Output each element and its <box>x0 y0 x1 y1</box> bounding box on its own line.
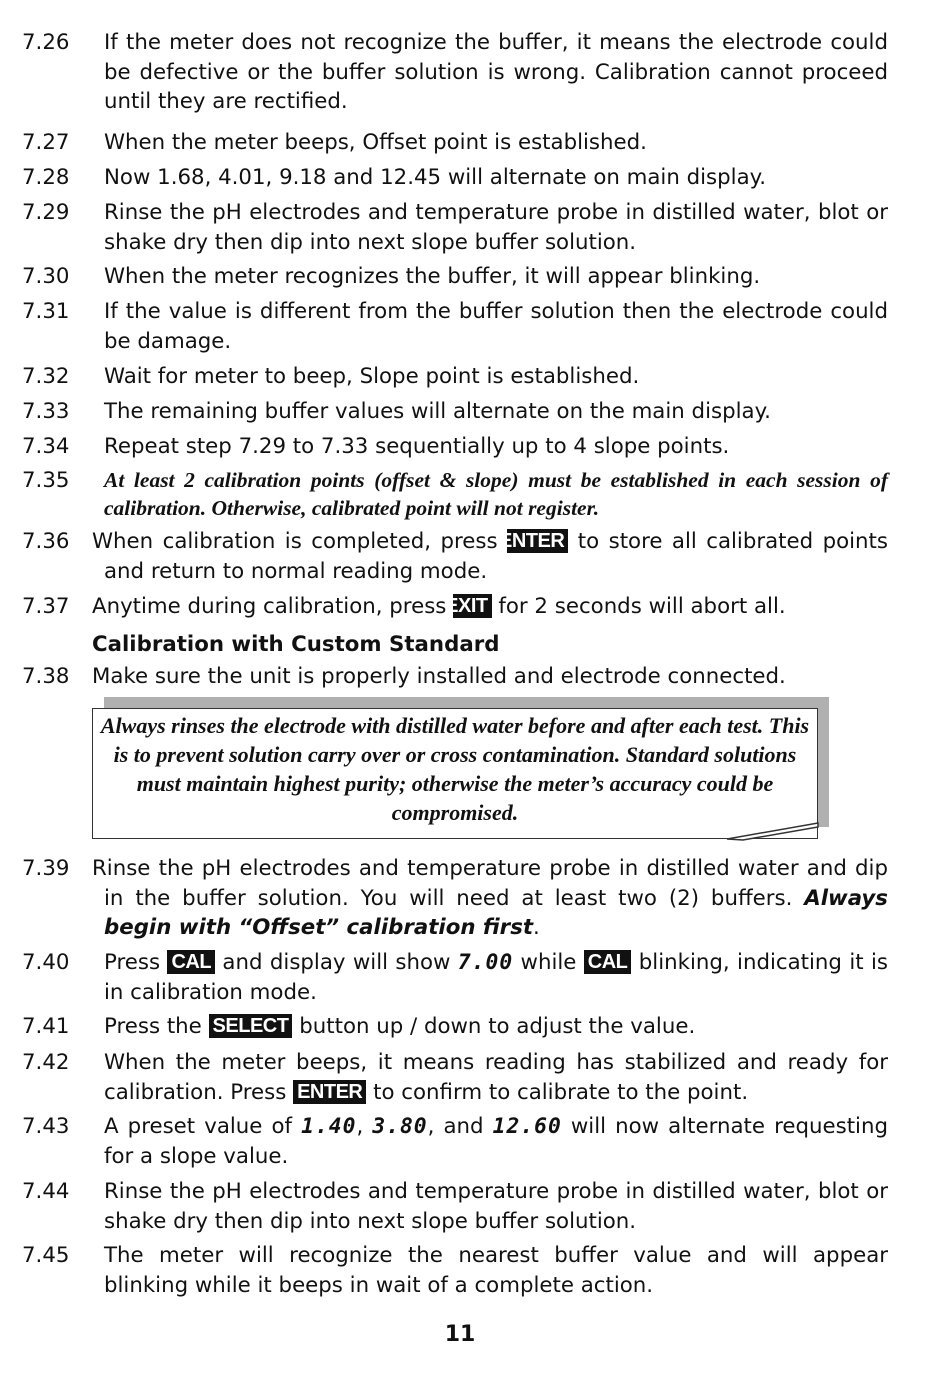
enter-key-label: ENTER <box>507 529 568 553</box>
step-text <box>92 527 888 586</box>
step-text: Make sure the unit is properly installed and electrode connected. <box>92 664 786 689</box>
step-7-37 <box>22 592 888 622</box>
step-text-part: Press <box>104 950 168 975</box>
step-number: 7.33 <box>22 399 70 424</box>
step-text-part: to store all calibrated points and return to normal reading mode. <box>104 529 888 584</box>
step-text-part: Rinse the pH electrodes and temperature probe in distilled water and dip in the buffer solution. You will need at least two (2) buffers. <box>92 856 888 911</box>
step-number: 7.43 <box>22 1114 70 1139</box>
step-7-35 <box>22 466 888 522</box>
step-7-28 <box>22 163 888 193</box>
exit-key-label: EXIT <box>453 594 491 618</box>
step-text-part: to confirm to calibrate to the point. <box>366 1079 749 1105</box>
step-text: Now 1.68, 4.01, 9.18 and 12.45 will alternate on main display. <box>104 165 766 190</box>
step-number: 7.42 <box>22 1050 70 1075</box>
step-7-45 <box>22 1241 888 1300</box>
step-text: If the meter does not recognize the buffer, it means the electrode could be defective or the buffer solution is wrong. Calibration cannot proceed until they are rectified. <box>104 30 888 114</box>
step-7-30 <box>22 262 888 292</box>
lcd-readout: 7.00 <box>457 950 514 975</box>
lcd-readout: 1.40 <box>301 1114 357 1139</box>
step-text: If the value is different from the buffer solution then the electrode could be damage. <box>104 299 888 354</box>
step-number: 7.32 <box>22 364 70 389</box>
step-7-27 <box>22 128 888 158</box>
step-number: 7.35 <box>22 468 70 493</box>
step-text: The meter will recognize the nearest buffer value and will appear blinking while it beeps in wait of a complete action. <box>104 1243 888 1298</box>
step-text: When the meter beeps, Offset point is established. <box>104 130 647 155</box>
step-text-part: blinking, indicating it is in calibration mode. <box>104 950 888 1005</box>
step-number: 7.44 <box>22 1179 70 1204</box>
step-text <box>104 1012 888 1042</box>
step-text: Rinse the pH electrodes and temperature probe in distilled water, blot or shake dry then dip into next slope buffer solution. <box>104 1179 888 1234</box>
step-number: 7.40 <box>22 950 70 975</box>
step-text-part: Press the <box>104 1014 209 1039</box>
select-key-label: SELECT <box>209 1014 293 1038</box>
lcd-readout: 12.60 <box>492 1114 562 1139</box>
step-text: When the meter recognizes the buffer, it will appear blinking. <box>104 264 761 289</box>
step-text-part: When the meter beeps, it means reading has stabilized and ready for calibration. Press <box>104 1050 888 1105</box>
step-7-40 <box>22 948 888 1007</box>
step-text: Rinse the pH electrodes and temperature probe in distilled water, blot or shake dry then dip into next slope buffer solution. <box>104 200 888 255</box>
step-text <box>92 592 888 622</box>
step-text: At least 2 calibration points (offset & slope) must be established in each session of calibration. Otherwise, calibrated point will not register. <box>104 468 888 520</box>
step-text-part: Anytime during calibration, press <box>92 594 454 619</box>
step-number: 7.37 <box>22 594 70 619</box>
step-number: 7.38 <box>22 664 70 689</box>
step-number: 7.28 <box>22 165 70 190</box>
step-text-part: button up / down to adjust the value. <box>292 1014 696 1039</box>
step-7-43 <box>22 1112 888 1171</box>
step-7-34 <box>22 432 888 462</box>
page-number: 11 <box>444 1322 476 1347</box>
step-text <box>104 1112 888 1171</box>
enter-key-label: ENTER <box>293 1080 366 1104</box>
step-7-38 <box>22 662 888 692</box>
step-7-41 <box>22 1012 888 1042</box>
step-text: Repeat step 7.29 to 7.33 sequentially up to 4 slope points. <box>104 434 730 459</box>
cal-key-label: CAL <box>167 950 215 974</box>
step-text-part: will now alternate requesting for a slope value. <box>104 1114 888 1169</box>
step-text: The remaining buffer values will alternate on the main display. <box>104 399 771 424</box>
step-number: 7.31 <box>22 299 70 324</box>
step-text <box>104 1048 888 1107</box>
step-text-part: , and <box>427 1114 493 1139</box>
step-text-part: , <box>356 1114 373 1139</box>
step-number: 7.45 <box>22 1243 70 1268</box>
step-text-part: . <box>533 915 540 940</box>
step-text-part: A preset value of <box>104 1114 302 1139</box>
step-7-36 <box>22 527 888 586</box>
step-number: 7.34 <box>22 434 70 459</box>
step-number: 7.27 <box>22 130 70 155</box>
step-text-part: When calibration is completed, press <box>92 529 508 554</box>
step-text <box>104 948 888 1007</box>
step-number: 7.39 <box>22 856 70 881</box>
cal-key-label: CAL <box>584 950 632 974</box>
lcd-readout: 3.80 <box>372 1114 428 1139</box>
step-number: 7.26 <box>22 30 70 55</box>
note-box: Always rinses the electrode with distilled water before and after each test. This is to prevent solution carry over or cross contamination. Standard solutions must maintain highest purity; otherwise the meter’s accuracy could be compromised. <box>92 708 818 839</box>
step-number: 7.36 <box>22 529 70 554</box>
step-7-26 <box>22 28 888 117</box>
step-7-42 <box>22 1048 888 1107</box>
step-7-33 <box>22 397 888 427</box>
emphasis-text: Always begin with “Offset” calibration first <box>104 885 888 940</box>
step-7-29 <box>22 198 888 257</box>
step-7-31 <box>22 297 888 356</box>
step-text-part: for 2 seconds will abort all. <box>491 594 786 619</box>
step-7-32 <box>22 362 888 392</box>
step-text-part: and display will show <box>215 950 458 975</box>
step-text: Wait for meter to beep, Slope point is established. <box>104 364 640 389</box>
step-7-39 <box>22 854 888 943</box>
step-text-part: while <box>513 950 584 975</box>
page-curl-icon <box>725 820 821 844</box>
step-number: 7.30 <box>22 264 70 289</box>
section-heading: Calibration with Custom Standard <box>92 632 500 657</box>
step-number: 7.41 <box>22 1014 70 1039</box>
step-text <box>92 854 888 943</box>
step-number: 7.29 <box>22 200 70 225</box>
step-7-44 <box>22 1177 888 1236</box>
